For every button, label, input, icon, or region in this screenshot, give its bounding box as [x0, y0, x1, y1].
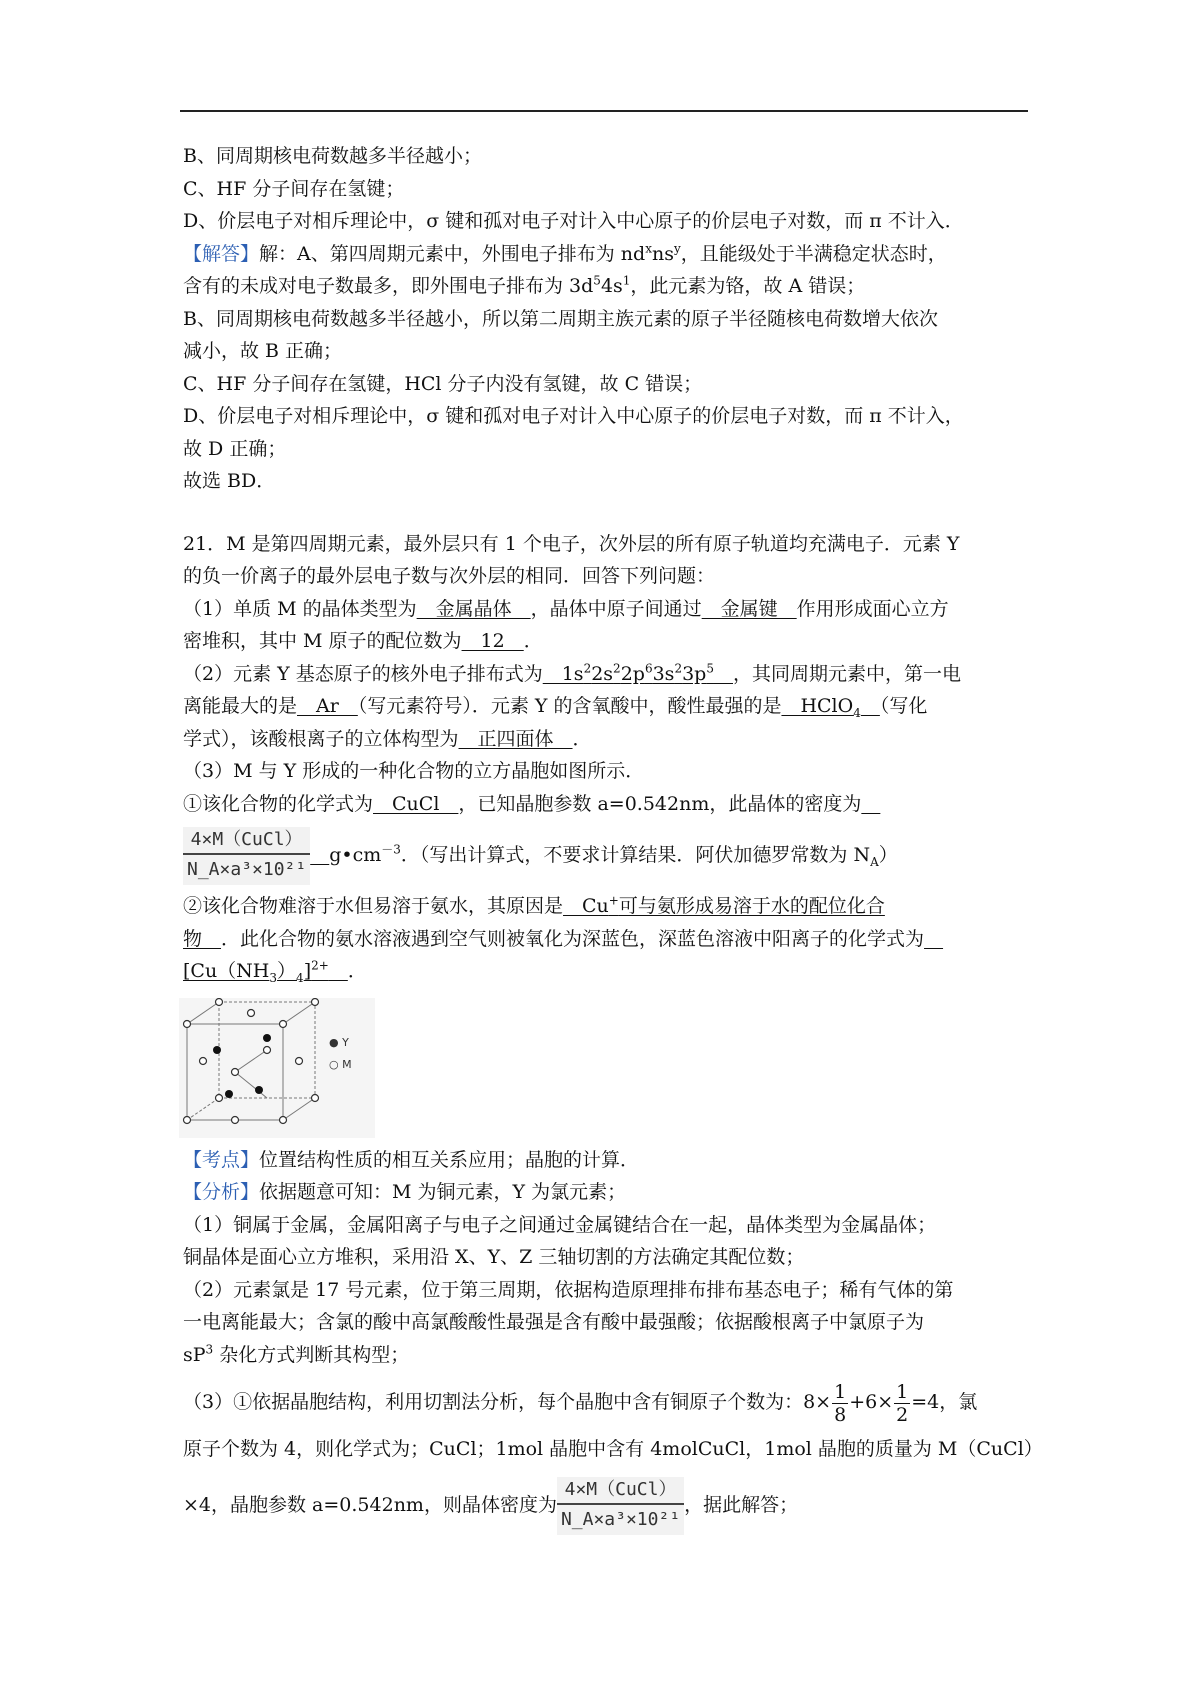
text: ．（写出计算式，不要求计算结果．阿伏加德罗常数为 N — [400, 844, 871, 866]
fraction: $\frac{1}{8}$ — [834, 1380, 847, 1426]
text: B、同周期核电荷数越多半径越小，所以第二周期主族元素的原子半径随核电荷数增大依次 — [183, 307, 938, 330]
superscript: 5 — [593, 273, 601, 288]
legend-m: ○ M — [329, 1057, 352, 1071]
question-line — [183, 593, 1028, 626]
analysis-line — [183, 1144, 1028, 1177]
text: （2）元素 Y 基态原子的核外电子排布式为 — [183, 662, 543, 685]
legend-y: ● Y — [329, 1035, 349, 1049]
text: 密堆积，其中 M 原子的配位数为 — [183, 630, 462, 652]
fill-answer: 金属晶体 — [416, 597, 531, 620]
text: 减小，故 B 正确； — [183, 340, 343, 362]
question-line — [183, 625, 1028, 658]
text: C、HF 分子间存在氢键； — [183, 177, 405, 200]
text: D、价层电子对相斥理论中，σ 键和孤对电子对计入中心原子的价层电子对数，而 π 不计入， — [183, 405, 964, 427]
text: 杂化方式判断其构型； — [213, 1343, 410, 1366]
text: 解：A、第四周期元素中，外围电子排布为 nd — [259, 242, 646, 265]
superscript: y — [673, 241, 681, 256]
question-line — [183, 723, 1028, 756]
text: 离能最大的是 — [183, 695, 298, 717]
fraction: $\frac{1}{2}$ — [896, 1380, 909, 1426]
text-line — [183, 400, 1028, 433]
text: （2）元素氯是 17 号元素，位于第三周期，依据构造原理排布排布基态电子；稀有气体的第 — [183, 1278, 954, 1301]
text: （写化 — [879, 695, 928, 717]
question-line: $\frac{\text{4×M（CuCl）}}{\text{N\_A×a³×10²¹}}$ $g•cm^{-3}$．（写出计算式，不要求计算结果．阿伏加德罗常数为 $N_A$） — [183, 820, 1028, 890]
answer-line — [183, 238, 1028, 271]
question-line — [183, 955, 1028, 988]
text: ②该化合物难溶于水但易溶于氨水，其原因是 — [183, 895, 564, 917]
text: 原子个数为 4，则化学式为；CuCl；1mol 晶胞中含有 4molCuCl，1mol 晶胞的质量为 M（CuCl） — [183, 1438, 1043, 1460]
text: C、HF 分子间存在氢键，HCl 分子内没有氢键，故 C 错误； — [183, 372, 703, 395]
text: ． — [347, 960, 367, 982]
question-line — [183, 923, 1028, 956]
answer-tag: 【解答】 — [183, 242, 260, 265]
analysis-line — [183, 1371, 1028, 1433]
text: B、同周期核电荷数越多半径越小； — [183, 145, 482, 167]
analysis-line: $sP^3$ 杂化方式判断其构型； — [183, 1342, 410, 1366]
text: （写元素符号）．元素 Y 的含氧酸中，酸性最强的是 — [357, 695, 782, 717]
fill-answer: $1s^22s^22p^63s^23p^5$ — [542, 661, 714, 685]
text: （3）M 与 Y 形成的一种化合物的立方晶胞如图所示． — [183, 760, 645, 782]
text: （1）单质 M 的晶体类型为 — [183, 597, 417, 620]
text: =4，氯 — [911, 1391, 978, 1413]
text: ①该化合物的化学式为 — [183, 792, 374, 815]
text-line — [183, 205, 1028, 238]
text: 位置结构性质的相互关系应用；晶胞的计算． — [259, 1148, 640, 1171]
fill-answer — [924, 928, 943, 950]
analysis-line — [183, 1433, 1043, 1466]
text: ns — [651, 242, 674, 265]
text: g•cm — [329, 844, 382, 866]
text: 作用形成面心立方 — [796, 597, 949, 620]
fill-answer: HClO$_4$ — [781, 695, 861, 720]
text: ． — [572, 727, 592, 750]
analysis-line — [183, 1274, 1028, 1307]
text-line — [183, 140, 1028, 173]
text-line — [183, 433, 1028, 466]
text: D、价层电子对相斥理论中，σ 键和孤对电子对计入中心原子的价层电子对数，而 π 不计入． — [183, 210, 964, 232]
text: ×4，晶胞参数 a=0.542nm，则晶体密度为 — [183, 1493, 557, 1516]
fill-answer: $[Cu(NH_3)_4]^{2+}$ — [183, 958, 329, 985]
text-line — [183, 303, 1028, 336]
superscript: x — [645, 241, 652, 256]
question-line — [183, 690, 1028, 723]
fill-answer: CuCl — [373, 792, 459, 815]
text: ，其同周期元素中，第一电 — [733, 662, 962, 685]
text: ，且能级处于半满稳定状态时， — [680, 242, 947, 265]
text-line — [183, 465, 1028, 498]
fill-answer: 正四面体 — [458, 727, 573, 750]
question-line — [183, 890, 1028, 923]
text: 的负一价离子的最外层电子数与次外层的相同．回答下列问题： — [183, 565, 716, 587]
text: 依据题意可知：M 为铜元素，Y 为氯元素； — [259, 1181, 627, 1203]
text: +6× — [849, 1391, 894, 1413]
header-rule — [180, 110, 1028, 112]
fill-answer: Ar — [297, 695, 358, 717]
fill-answer — [310, 844, 329, 866]
fill-answer: 物 — [183, 927, 222, 950]
text: 一电离能最大；含氯的酸中高氯酸酸性最强是含有酸中最强酸；依据酸根离子中氯原子为 — [183, 1311, 925, 1333]
text-line — [183, 335, 1028, 368]
superscript: 1 — [622, 273, 631, 288]
density-formula-image: $\frac{\text{4×M（CuCl）}}{\text{N\_A×a³×10²¹}}$ — [557, 1477, 684, 1535]
question-line — [183, 788, 1028, 821]
text: ，已知晶胞参数 a=0.542nm，此晶体的密度为 — [458, 792, 862, 815]
fenxi-tag: 【分析】 — [183, 1181, 260, 1203]
text: 铜晶体是面心立方堆积，采用沿 X、Y、Z 三轴切割的方法确定其配位数； — [183, 1246, 805, 1268]
text: ，晶体中原子间通过 — [530, 597, 702, 620]
fill-answer — [861, 793, 880, 815]
crystal-cell-figure — [179, 998, 375, 1138]
question-line — [183, 658, 1028, 691]
text: （3）①依据晶胞结构，利用切割法分析，每个晶胞中含有铜原子个数为：8× — [183, 1391, 832, 1413]
text: ，据此解答； — [684, 1493, 799, 1516]
text: ） — [878, 844, 898, 866]
analysis-line — [183, 1466, 1028, 1544]
text: 故 D 正确； — [183, 437, 287, 460]
analysis-line — [183, 1209, 1028, 1242]
fill-answer: Cu+可与氨形成易溶于水的配位化合 — [563, 893, 885, 917]
analysis-line — [183, 1241, 1028, 1274]
fill-answer: 12 — [461, 630, 524, 652]
analysis-line — [183, 1306, 1028, 1339]
text: 21．M 是第四周期元素，最外层只有 1 个电子，次外层的所有原子轨道均充满电子．元素 Y — [183, 532, 960, 555]
density-formula-image: $\frac{\text{4×M（CuCl）}}{\text{N\_A×a³×10²¹}}$ — [183, 827, 310, 885]
text: 含有的未成对电子数最多，即外围电子排布为 3d — [183, 275, 594, 297]
text: ．此化合物的氨水溶液遇到空气则被氧化为深蓝色，深蓝色溶液中阳离子的化学式为 — [221, 927, 925, 950]
text: sP — [183, 1343, 206, 1366]
question-line — [183, 755, 1028, 788]
text: 故选 BD． — [183, 470, 276, 492]
analysis-line — [183, 1176, 1028, 1209]
document-body — [183, 140, 1043, 1544]
kaodian-tag: 【考点】 — [183, 1148, 260, 1171]
text: （1）铜属于金属，金属阳离子与电子之间通过金属键结合在一起，晶体类型为金属晶体； — [183, 1213, 937, 1236]
question-line — [183, 560, 1028, 593]
text-line — [183, 270, 1028, 303]
question-line — [183, 528, 1028, 561]
text-line — [183, 368, 1028, 401]
text: ． — [523, 630, 543, 652]
text-line — [183, 173, 1028, 206]
text: ，此元素为铬，故 A 错误； — [630, 275, 866, 297]
text: 学式），该酸根离子的立体构型为 — [183, 727, 459, 750]
text: 4s — [600, 275, 623, 297]
fill-answer: 金属键 — [701, 597, 797, 620]
